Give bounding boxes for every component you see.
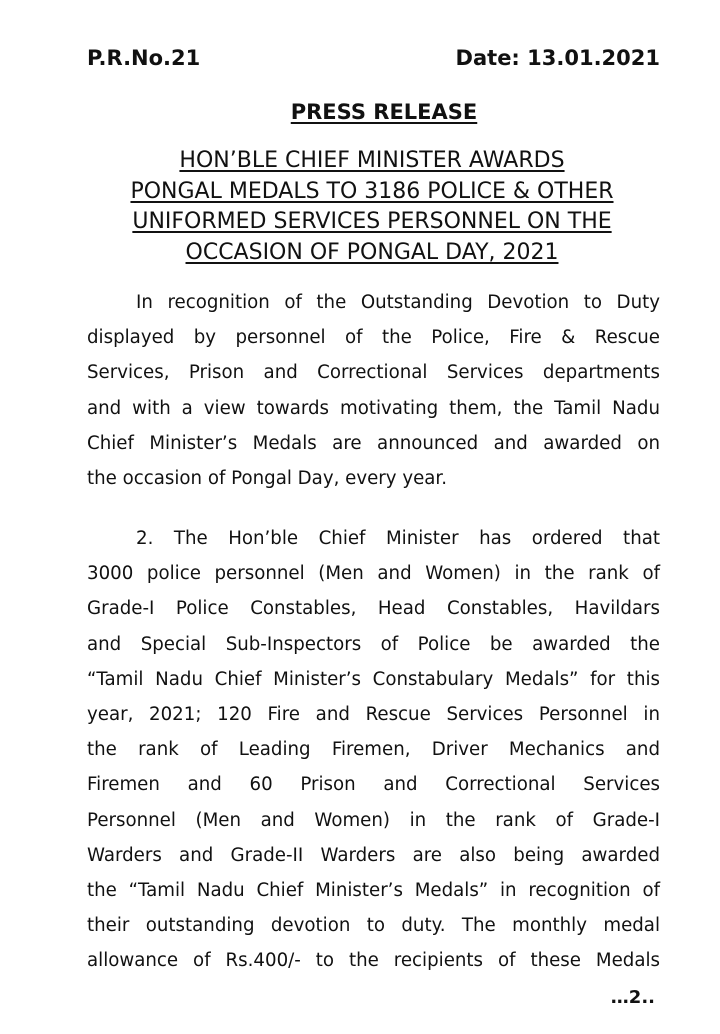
paragraph-line: “Tamil Nadu Chief Minister’s Constabulary Medals” for this	[87, 668, 660, 690]
headline-line: PONGAL MEDALS TO 3186 POLICE & OTHER	[130, 178, 614, 204]
paragraph-line: In recognition of the Outstanding Devotion to Duty	[136, 292, 660, 313]
headline-line: OCCASION OF PONGAL DAY, 2021	[185, 239, 559, 265]
paragraph-line: Chief Minister’s Medals are announced and awarded on	[87, 432, 660, 454]
paragraph-line: the “Tamil Nadu Chief Minister’s Medals” in recognition of	[87, 880, 660, 902]
paragraph-line: the rank of Leading Firemen, Driver Mechanics and	[87, 739, 660, 761]
page-continuation-marker: …2..	[610, 987, 655, 1008]
paragraph-2	[87, 521, 660, 979]
headline	[60, 146, 684, 268]
paragraph-line: their outstanding devotion to duty. The monthly medal	[87, 915, 660, 937]
paragraph-line: the occasion of Pongal Day, every year.	[87, 468, 448, 490]
paragraph-line: and Special Sub-Inspectors of Police be awarded the	[87, 633, 660, 655]
paragraph-line: Warders and Grade-II Warders are also being awarded	[87, 844, 660, 866]
paragraph-line: Firemen and 60 Prison and Correctional Services	[87, 774, 660, 796]
paragraph-line: allowance of Rs.400/- to the recipients of these Medals	[87, 950, 660, 972]
paragraph-line: Services, Prison and Correctional Services departments	[87, 362, 660, 384]
paragraph-line: and with a view towards motivating them, the Tamil Nadu	[87, 397, 660, 419]
paragraph-line: Personnel (Men and Women) in the rank of Grade-I	[87, 809, 660, 831]
pr-number: P.R.No.21	[87, 46, 201, 70]
paragraph-line: year, 2021; 120 Fire and Rescue Services Personnel in	[87, 704, 660, 726]
headline-line: UNIFORMED SERVICES PERSONNEL ON THE	[132, 209, 612, 234]
paragraph-line: 2. The Hon’ble Chief Minister has ordered that	[136, 528, 660, 549]
paragraph-line: 3000 police personnel (Men and Women) in the rank of	[87, 563, 660, 585]
page-title: PRESS RELEASE	[290, 100, 478, 124]
paragraph-1	[87, 285, 660, 496]
headline-line: HON’BLE CHIEF MINISTER AWARDS	[179, 148, 565, 173]
paragraph-line: displayed by personnel of the Police, Fire & Rescue	[87, 327, 660, 349]
paragraph-line: Grade-I Police Constables, Head Constables, Havildars	[87, 598, 660, 620]
release-date: Date: 13.01.2021	[455, 46, 660, 70]
